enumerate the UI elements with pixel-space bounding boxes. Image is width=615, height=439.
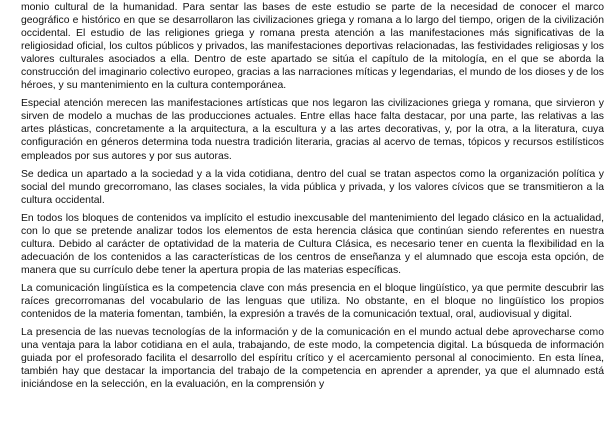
paragraph-legado-clasico: En todos los bloques de contenidos va implícito el estudio inexcusable del mantenimiento del legado clásico en la actualidad, con lo que se pretende analizar todos los elementos de esta herencia clásica que continúan siendo referentes en nuestra cultura. Debido al carácter de optatividad de la materia de Cultura Clásica, es necesario tener en cuenta la flexibilidad en la adecuación de los contenidos a las características de los centros de enseñanza y el alumnado que escoja esta opción, de manera que su currículo debe tener la apertura propia de las materias específicas. <box>21 212 604 276</box>
paragraph-manifestaciones-artisticas: Especial atención merecen las manifestaciones artísticas que nos legaron las civilizaciones griega y romana, que sirvieron y sirven de modelo a muchas de las producciones actuales. Entre ellas hace falta destacar, por una parte, las relativas a las artes plásticas, concretamente a la arquitectura, a la escultura y a las artes decorativas, y, por la otra, a la literatura, cuya configuración en géneros determina toda nuestra tradición literaria, gracias al acervo de temas, tópicos y recursos estilísticos empleados por sus autores y por sus autoras. <box>21 98 604 162</box>
paragraph-patrimonio: monio cultural de la humanidad. Para sentar las bases de este estudio se parte de la necesidad de conocer el marco geográfico e histórico en que se desarrollaron las civilizaciones griega y romana a lo largo del tiempo, origen de la civilización occidental. El estudio de las religiones griega y romana presta atención a las manifestaciones más significativas de la religiosidad oficial, los cultos públicos y privados, las manifestaciones deportivas relacionadas, las festividades religiosas y los valores culturales asociados a ella. Dentro de este apartado se sitúa el capítulo de la mitología, en el que se aborda la construcción del imaginario colectivo europeo, gracias a las narraciones míticas y legendarias, el mundo de los dioses y de los héroes, y su mantenimiento en la cultura contemporánea. <box>21 2 604 92</box>
paragraph-sociedad-vida-cotidiana: Se dedica un apartado a la sociedad y a la vida cotidiana, dentro del cual se tratan aspectos como la organización política y social del mundo grecorromano, las clases sociales, la vida pública y privada, y los valores cívicos que se transmitieron a la cultura occidental. <box>21 168 604 206</box>
paragraph-comunicacion-linguistica: La comunicación lingüística es la competencia clave con más presencia en el bloque lingüístico, ya que permite descubrir las raíces grecorromanas del vocabulario de las lenguas que utiliza. No obstante, en el bloque no lingüístico los propios contenidos de la materia fomentan, también, la expresión a través de la comunicación textual, oral, audiovisual y digital. <box>21 282 604 321</box>
document-page <box>21 1 604 396</box>
paragraph-nuevas-tecnologias: La presencia de las nuevas tecnologías de la información y de la comunicación en el mundo actual debe aprovecharse como una ventaja para la labor cotidiana en el aula, trabajando, de este modo, la competencia digital. La búsqueda de información guiada por el profesorado facilita el desarrollo del espíritu crítico y el acercamiento personal al conocimiento. En esta línea, también hay que destacar la importancia del trabajo de la competencia en aprender a aprender, ya que el alumnado está iniciándose en la selección, en la evaluación, en la comprensión y <box>21 327 604 391</box>
